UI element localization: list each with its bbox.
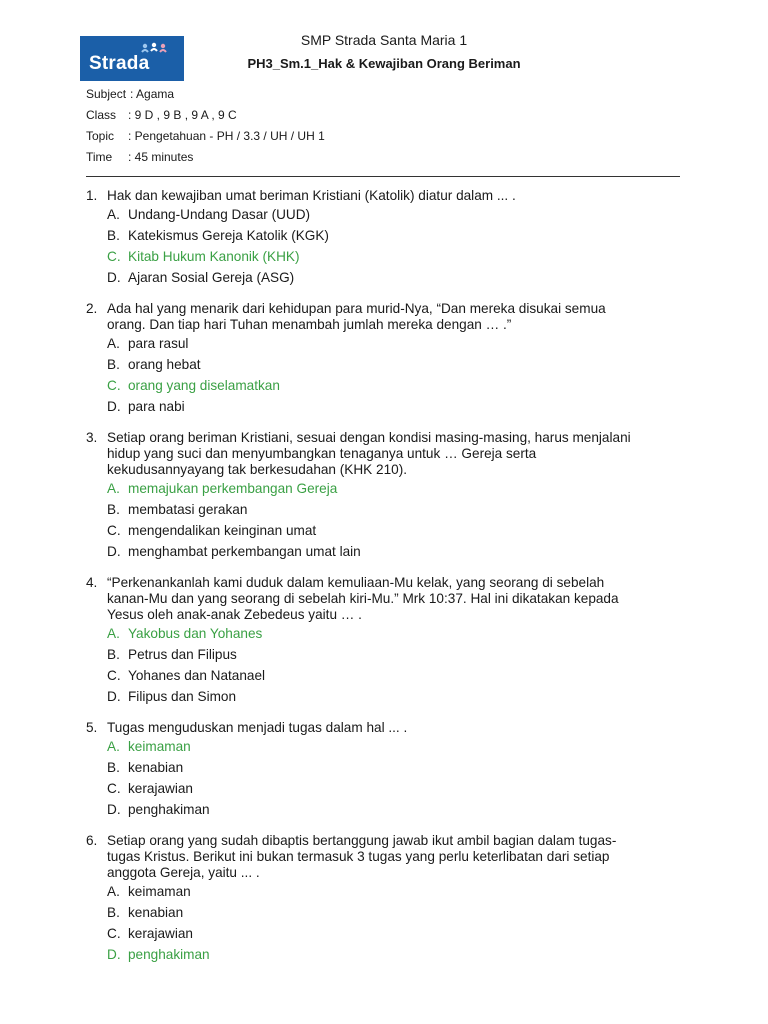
option-text: memajukan perkembangan Gereja [128,481,338,496]
option-text: Ajaran Sosial Gereja (ASG) [128,270,295,285]
option-text: Yakobus dan Yohanes [128,626,263,641]
meta-label: Time [86,150,113,164]
option-letter: C. [107,378,121,393]
answer-option [86,225,686,246]
question-line [86,849,686,865]
meta-value: : Agama [130,87,175,101]
question-line [86,607,686,623]
option-letter: D. [107,802,121,817]
option-letter: B. [107,228,120,243]
option-letter: A. [107,336,120,351]
answer-option [86,923,686,944]
question-number [86,462,107,478]
option-letter: B. [107,502,120,517]
logo-text: Strada [89,53,150,74]
header-divider [86,176,680,177]
question-line [86,430,686,446]
question-item [86,430,686,562]
option-text: Yohanes dan Natanael [128,668,266,683]
answer-option [86,499,686,520]
question-text: Ada hal yang menarik dari kehidupan para murid-Nya, “Dan mereka disukai semua [107,301,606,316]
meta-row [86,128,325,149]
meta-row [86,86,325,107]
question-line [86,462,686,478]
question-item [86,833,686,965]
option-text: Filipus dan Simon [128,689,237,704]
option-text: kerajawian [128,781,193,796]
question-line [86,720,686,736]
option-text: Petrus dan Filipus [128,647,237,662]
answer-option [86,881,686,902]
exam-meta [86,86,325,170]
question-item [86,301,686,417]
question-number: 1. [86,188,98,203]
question-number [86,865,107,881]
question-text: Yesus oleh anak-anak Zebedeus yaitu … . [107,607,362,622]
document-title: PH3_Sm.1_Hak & Kewajiban Orang Beriman [247,56,521,71]
answer-option-correct [86,478,686,499]
answer-option-correct [86,944,686,965]
option-letter: C. [107,523,121,538]
question-text: anggota Gereja, yaitu ... . [107,865,260,880]
option-letter: B. [107,357,120,372]
option-letter: A. [107,739,120,754]
question-text: tugas Kristus. Berikut ini bukan termasuk 3 tugas yang perlu keterlibatan dari setiap [107,849,610,864]
question-number: 6. [86,833,98,848]
school-name: SMP Strada Santa Maria 1 [300,32,468,48]
question-text: hidup yang suci dan menyumbangkan tenaganya untuk … Gereja serta [107,446,537,461]
option-letter: B. [107,905,120,920]
option-text: orang hebat [128,357,201,372]
question-text: Setiap orang beriman Kristiani, sesuai dengan kondisi masing-masing, harus menjalani [107,430,631,445]
question-number: 4. [86,575,98,590]
option-text: para nabi [128,399,185,414]
question-number: 2. [86,301,98,316]
option-letter: D. [107,270,121,285]
option-text: orang yang diselamatkan [128,378,280,393]
answer-option [86,204,686,225]
answer-option [86,396,686,417]
question-line [86,575,686,591]
answer-option-correct [86,623,686,644]
meta-row [86,149,325,170]
question-item [86,575,686,707]
option-letter: A. [107,207,120,222]
option-text: menghambat perkembangan umat lain [128,544,361,559]
meta-value: : 9 D , 9 B , 9 A , 9 C [128,108,237,122]
option-letter: C. [107,781,121,796]
answer-option [86,902,686,923]
option-letter: C. [107,668,121,683]
question-text: kanan-Mu dan yang seorang di sebelah kiri-Mu.” Mrk 10:37. Hal ini dikatakan kepada [107,591,619,606]
option-letter: C. [107,926,121,941]
question-number [86,607,107,623]
answer-option [86,354,686,375]
option-letter: C. [107,249,121,264]
option-text: Kitab Hukum Kanonik (KHK) [128,249,300,264]
option-letter: D. [107,947,121,962]
answer-option [86,520,686,541]
answer-option [86,644,686,665]
option-letter: D. [107,689,121,704]
meta-value: : 45 minutes [128,150,194,164]
question-text: kekudusannyayang tak berkesudahan (KHK 210). [107,462,408,477]
answer-option-correct [86,736,686,757]
meta-label: Topic [86,129,115,143]
option-text: penghakiman [128,947,210,962]
option-text: para rasul [128,336,189,351]
option-text: mengendalikan keinginan umat [128,523,317,538]
answer-option [86,799,686,820]
question-line [86,833,686,849]
question-line [86,301,686,317]
option-letter: A. [107,481,120,496]
option-letter: A. [107,626,120,641]
question-text: Setiap orang yang sudah dibaptis bertanggung jawab ikut ambil bagian dalam tugas- [107,833,617,848]
answer-option-correct [86,246,686,267]
question-line [86,188,686,204]
option-letter: A. [107,884,120,899]
question-number [86,591,107,607]
question-line [86,591,686,607]
answer-option [86,778,686,799]
answer-option [86,333,686,354]
question-line [86,317,686,333]
question-item [86,188,686,288]
answer-option [86,686,686,707]
question-number [86,849,107,865]
question-text: Hak dan kewajiban umat beriman Kristiani (Katolik) diatur dalam ... . [107,188,516,203]
question-number [86,446,107,462]
question-item [86,720,686,820]
option-text: Katekismus Gereja Katolik (KGK) [128,228,329,243]
question-number [86,317,107,333]
answer-option-correct [86,375,686,396]
question-text: orang. Dan tiap hari Tuhan menambah jumlah mereka dengan … .” [107,317,512,332]
option-text: penghakiman [128,802,210,817]
question-text: “Perkenankanlah kami duduk dalam kemuliaan-Mu kelak, yang seorang di sebelah [107,575,605,590]
answer-option [86,267,686,288]
question-text: Tugas menguduskan menjadi tugas dalam hal ... . [107,720,408,735]
option-letter: D. [107,399,121,414]
option-text: kenabian [128,905,184,920]
question-line [86,446,686,462]
option-text: Undang-Undang Dasar (UUD) [128,207,311,222]
answer-option [86,541,686,562]
option-text: keimaman [128,739,191,754]
meta-label: Subject [86,87,127,101]
option-letter: B. [107,760,120,775]
meta-label: Class [86,108,117,122]
option-text: kenabian [128,760,184,775]
question-line [86,865,686,881]
option-letter: B. [107,647,120,662]
option-letter: D. [107,544,121,559]
option-text: keimaman [128,884,191,899]
answer-option [86,665,686,686]
meta-value: : Pengetahuan - PH / 3.3 / UH / UH 1 [128,129,325,143]
answer-option [86,757,686,778]
question-list [86,188,686,978]
option-text: kerajawian [128,926,193,941]
meta-row [86,107,325,128]
question-number: 3. [86,430,98,445]
question-number: 5. [86,720,98,735]
option-text: membatasi gerakan [128,502,248,517]
